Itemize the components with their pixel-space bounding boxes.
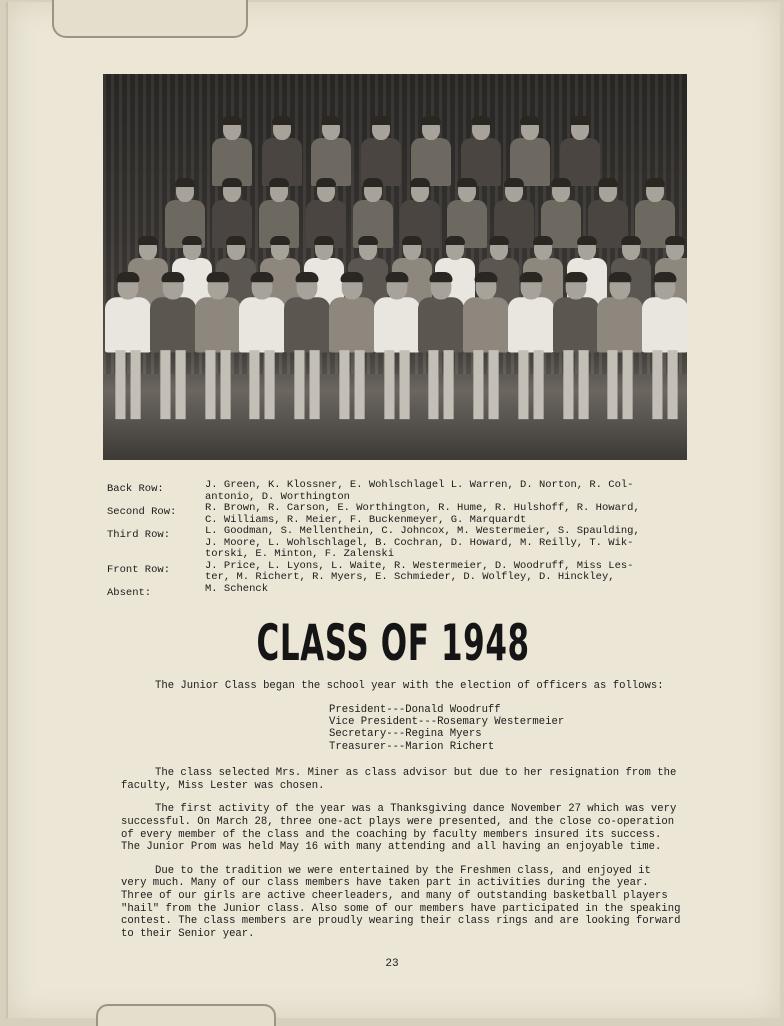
caption-names xyxy=(205,503,687,526)
officer-treasurer: Treasurer---Marion Richert xyxy=(329,740,495,753)
photo-person xyxy=(550,274,601,424)
officer-president: President---Donald Woodruff xyxy=(329,703,501,716)
page-number: 23 xyxy=(385,958,399,970)
paragraph-advisor: The class selected Mrs. Miner as class advisor but due to her resignation from the faculty, Miss Lester was chosen. xyxy=(121,767,677,792)
photo-caption xyxy=(107,480,687,599)
caption-label: Front Row: xyxy=(107,563,171,576)
caption-label: Absent: xyxy=(107,586,152,599)
caption-line: J. Price, L. Lyons, L. Waite, R. Westermeier, D. Woodruff, Miss Les- xyxy=(205,559,634,572)
photo-person xyxy=(147,274,198,424)
photo-person xyxy=(371,274,422,424)
caption-label: Third Row: xyxy=(107,529,171,541)
officer-secretary: Secretary---Regina Myers xyxy=(329,728,482,741)
caption-line: J. Green, K. Klossner, E. Wohlschlagel L. Warren, D. Norton, R. Col- xyxy=(205,479,634,491)
intro-paragraph: The Junior Class began the school year with the election of officers as follows: xyxy=(155,680,664,692)
article-body xyxy=(121,680,681,951)
photo-person xyxy=(103,274,153,424)
class-photo xyxy=(103,74,687,460)
caption-line: antonio, D. Worthington xyxy=(205,490,350,503)
caption-row-absent xyxy=(107,584,687,600)
binder-tab-bottom xyxy=(96,1004,276,1026)
photo-person xyxy=(237,274,288,424)
caption-line: L. Goodman, S. Mellenthein, C. Johncox, M. Westermeier, S. Spaulding, xyxy=(205,525,640,537)
caption-row-back xyxy=(107,480,687,503)
paragraph-traditions: Due to the tradition we were entertained by the Freshmen class, and enjoyed it very much. Many of our class members have taken part in activities during the year. Three of our girls are active cheerleaders, and many of outstanding basketball players "hail" from the Junior class. Also some of our members have participated in the speaking contest. The class members are proudly wearing their class rings and are looking forward to their Senior year. xyxy=(121,864,681,940)
caption-names xyxy=(205,526,687,561)
caption-row-third xyxy=(107,526,687,561)
photo-person xyxy=(416,274,467,424)
binder-tab-top xyxy=(52,0,248,38)
caption-line: R. Brown, R. Carson, E. Worthington, R. Hume, R. Hulshoff, R. Howard, xyxy=(205,502,640,514)
photo-person xyxy=(461,274,512,424)
photo-person xyxy=(282,274,333,424)
photo-person xyxy=(192,274,243,424)
caption-line: C. Williams, R. Meier, F. Buckenmeyer, G. Marquardt xyxy=(205,513,527,526)
officer-list xyxy=(329,704,681,754)
caption-names xyxy=(205,561,687,584)
caption-line: torski, E. Minton, F. Zalenski xyxy=(205,548,395,560)
photo-person xyxy=(640,274,687,424)
caption-line: M. Schenck xyxy=(205,582,269,595)
caption-names xyxy=(205,584,687,600)
caption-row-second xyxy=(107,503,687,526)
photo-person xyxy=(505,274,556,424)
caption-line: J. Moore, L. Wohlschlagel, B. Cochran, D. Howard, M. Reilly, T. Wik- xyxy=(205,536,634,549)
caption-label: Second Row: xyxy=(107,506,177,518)
photo-person xyxy=(326,274,377,424)
paragraph-activities: The first activity of the year was a Thanksgiving dance November 27 which was very successful. On March 28, three one-act plays were presented, and the close co-operation of every member of the class and the coaching by faculty members insured its success. The Junior Prom was held May 16 with many attending and all having an enjoyable time. xyxy=(121,803,677,854)
caption-label: Back Row: xyxy=(107,483,164,495)
caption-names xyxy=(205,480,687,503)
page-title: CLASS OF 1948 xyxy=(256,614,530,672)
caption-row-front xyxy=(107,561,687,584)
caption-line: ter, M. Richert, R. Myers, E. Schmieder, D. Wolfley, D. Hinckley, xyxy=(205,571,615,583)
photo-person xyxy=(595,274,646,424)
officer-vice-president: Vice President---Rosemary Westermeier xyxy=(329,716,565,728)
